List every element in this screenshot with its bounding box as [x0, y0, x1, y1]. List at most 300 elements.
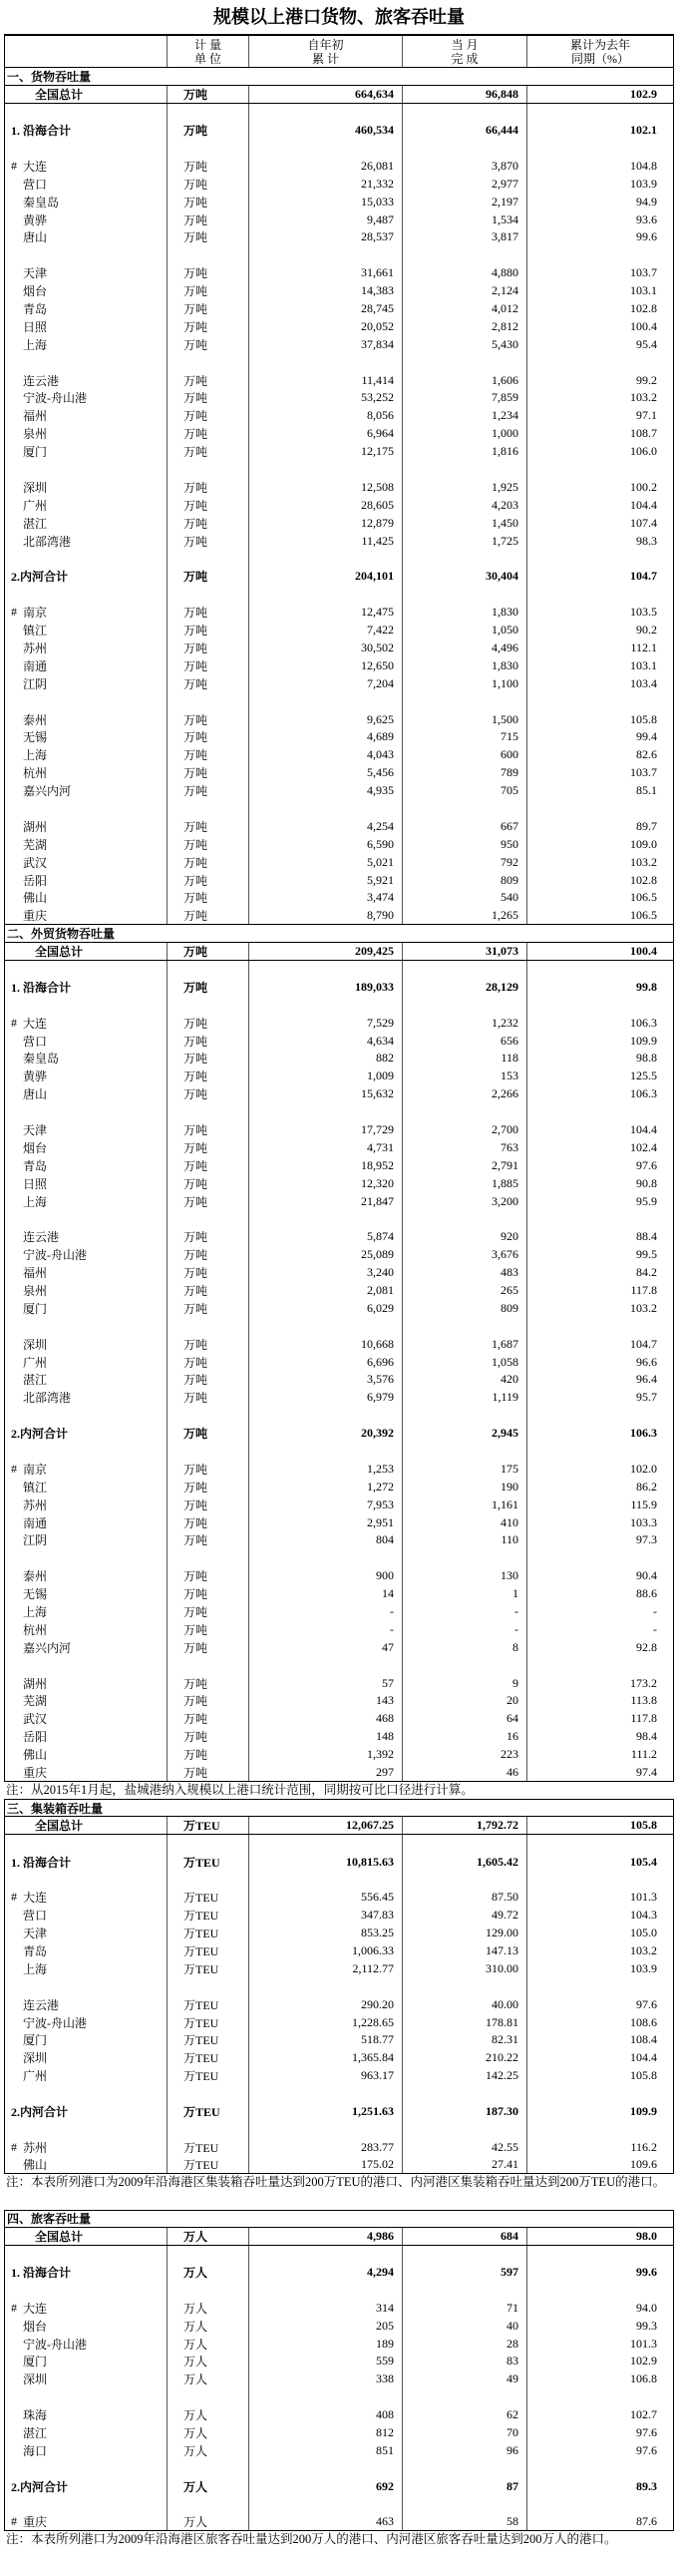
- port-row: [4, 2156, 674, 2174]
- current-month-value: 58: [403, 2513, 527, 2530]
- row-label: 连云港: [23, 373, 60, 388]
- row-label: 日照: [23, 319, 48, 334]
- row-label-cell: [5, 371, 168, 389]
- current-month-value: 83: [403, 2353, 527, 2370]
- header-unit-cell: [168, 36, 249, 67]
- unit-label: [168, 246, 249, 264]
- row-label: 2.内河合计: [11, 570, 69, 585]
- ytd-cumulative-value: 5,021: [249, 853, 403, 871]
- yoy-percent-value: 102.9: [630, 86, 657, 101]
- row-label: 厦门: [23, 2033, 48, 2048]
- yoy-percent-value: 103.1: [630, 283, 657, 298]
- row-label: 嘉兴内河: [23, 1640, 72, 1655]
- ytd-cumulative-value: 692: [249, 2477, 403, 2495]
- current-month-value: 950: [403, 835, 527, 853]
- current-month-value: [403, 461, 527, 479]
- current-month-value: 2,791: [403, 1156, 527, 1174]
- yoy-percent-value: 100.4: [630, 318, 657, 333]
- ytd-cumulative-value: 900: [249, 1567, 403, 1585]
- yoy-percent-value: 106.3: [630, 1426, 657, 1441]
- unit-label: 万吨: [168, 1032, 249, 1050]
- current-month-value: 40.00: [403, 1995, 527, 2013]
- ytd-cumulative-value: 338: [249, 2370, 403, 2388]
- row-label-cell: [5, 264, 168, 282]
- port-row: [4, 2335, 674, 2353]
- current-month-value: 3,200: [403, 1192, 527, 1210]
- yoy-percent-value: 99.3: [636, 2318, 657, 2333]
- unit-label: 万吨: [168, 532, 249, 550]
- row-label-cell: [5, 853, 168, 871]
- ytd-cumulative-value: 205: [249, 2317, 403, 2335]
- yoy-percent-value: 108.6: [630, 2014, 657, 2029]
- ytd-cumulative-value: 297: [249, 1764, 403, 1781]
- ytd-cumulative-value: 10,815.63: [249, 1853, 403, 1871]
- current-month-value: 1,058: [403, 1353, 527, 1371]
- port-row: [4, 2049, 674, 2067]
- yoy-percent-value: [527, 996, 673, 1014]
- ytd-cumulative-value: 28,745: [249, 300, 403, 318]
- current-month-value: 265: [403, 1282, 527, 1300]
- row-label-cell: [5, 961, 168, 979]
- current-month-value: 1,050: [403, 622, 527, 640]
- yoy-percent-value: 97.6: [636, 1996, 657, 2011]
- yoy-percent-value: 109.9: [630, 1033, 657, 1048]
- current-month-value: 3,817: [403, 228, 527, 246]
- row-label: 唐山: [23, 1087, 48, 1102]
- spacer-row: [4, 2459, 674, 2477]
- current-month-value: 70: [403, 2424, 527, 2442]
- row-label: 江阴: [23, 676, 48, 691]
- unit-label: 万吨: [168, 1460, 249, 1478]
- header-month-line1: 当 月: [451, 37, 479, 52]
- unit-label: 万吨: [168, 871, 249, 889]
- row-label: 全国总计: [35, 944, 84, 959]
- ytd-cumulative-value: [249, 461, 403, 479]
- subtotal-row: [4, 122, 674, 140]
- ytd-cumulative-value: 30,502: [249, 640, 403, 657]
- ytd-cumulative-value: 25,089: [249, 1246, 403, 1264]
- row-label-cell: [5, 800, 168, 818]
- row-label-cell: [5, 2513, 168, 2530]
- yoy-percent-value: 102.1: [630, 123, 657, 138]
- yoy-percent-value: [527, 1977, 673, 1995]
- current-month-value: 1,605.42: [403, 1853, 527, 1871]
- current-month-value: 1,161: [403, 1496, 527, 1513]
- current-month-value: 809: [403, 871, 527, 889]
- row-label-cell: [5, 140, 168, 158]
- port-row: [4, 871, 674, 889]
- port-row: [4, 264, 674, 282]
- port-row: [4, 1959, 674, 1977]
- yoy-percent-value: [527, 2120, 673, 2138]
- spacer-row: [4, 2388, 674, 2406]
- row-label-cell: [5, 1353, 168, 1371]
- port-row: [4, 2138, 674, 2156]
- yoy-percent-value: 103.7: [630, 765, 657, 780]
- row-label: 泉州: [23, 427, 48, 442]
- yoy-percent-value: 103.9: [630, 1960, 657, 1975]
- ytd-cumulative-value: 3,474: [249, 889, 403, 907]
- port-row: [4, 782, 674, 800]
- ytd-cumulative-value: 468: [249, 1710, 403, 1728]
- ytd-cumulative-value: 12,475: [249, 604, 403, 622]
- section-heading: 一、货物吞吐量: [7, 69, 92, 84]
- row-label-cell: [5, 1371, 168, 1389]
- row-label-cell: [5, 1692, 168, 1710]
- row-label-cell: [5, 2264, 168, 2282]
- header-unit-line1: 计 量: [193, 37, 221, 52]
- ytd-cumulative-value: 9,487: [249, 211, 403, 228]
- current-month-value: 2,700: [403, 1121, 527, 1139]
- spacer-row: [4, 2246, 674, 2264]
- spacer-row: [4, 246, 674, 264]
- section-heading-row: [4, 1799, 674, 1817]
- port-row: [4, 710, 674, 728]
- row-label-cell: [5, 2406, 168, 2424]
- row-label-cell: [5, 1620, 168, 1638]
- table-section: [4, 68, 674, 925]
- hash-mark: #: [11, 605, 17, 620]
- row-label-cell: [5, 1299, 168, 1317]
- port-row: [4, 2424, 674, 2442]
- current-month-value: 153: [403, 1068, 527, 1085]
- row-label-cell: [5, 1443, 168, 1461]
- port-row: [4, 728, 674, 746]
- yoy-percent-value: 106.3: [630, 1015, 657, 1030]
- row-label-cell: [5, 2335, 168, 2353]
- header-ytd-line2: 累 计: [311, 51, 339, 66]
- row-label-cell: [5, 2031, 168, 2049]
- row-label-cell: [5, 1656, 168, 1674]
- row-label-cell: [5, 1728, 168, 1746]
- ytd-cumulative-value: [249, 1407, 403, 1425]
- current-month-value: [403, 1210, 527, 1228]
- row-label-cell: [5, 478, 168, 496]
- current-month-value: 4,203: [403, 496, 527, 514]
- spacer-row: [4, 1977, 674, 1995]
- unit-label: 万吨: [168, 1246, 249, 1264]
- section-heading-row: [4, 925, 674, 943]
- current-month-value: 483: [403, 1264, 527, 1282]
- yoy-percent-value: [527, 461, 673, 479]
- row-label: 广州: [23, 2069, 48, 2084]
- section-heading: 二、外贸货物吞吐量: [7, 926, 116, 941]
- unit-label: [168, 1871, 249, 1889]
- current-month-value: 64: [403, 1710, 527, 1728]
- current-month-value: 2,945: [403, 1425, 527, 1443]
- unit-label: [168, 1103, 249, 1121]
- ytd-cumulative-value: [249, 104, 403, 122]
- row-label-cell: [5, 1746, 168, 1764]
- yoy-percent-value: 92.8: [636, 1639, 657, 1654]
- row-label: 江阴: [23, 1533, 48, 1548]
- port-row: [4, 1942, 674, 1960]
- row-label: 武汉: [23, 1712, 48, 1727]
- ytd-cumulative-value: 14,383: [249, 282, 403, 300]
- ytd-cumulative-value: 408: [249, 2406, 403, 2424]
- ytd-cumulative-value: 1,392: [249, 1746, 403, 1764]
- port-row: [4, 1264, 674, 1282]
- ytd-cumulative-value: 283.77: [249, 2138, 403, 2156]
- ytd-cumulative-value: 15,632: [249, 1085, 403, 1103]
- yoy-percent-value: 103.2: [630, 1300, 657, 1315]
- yoy-percent-value: 82.6: [636, 747, 657, 762]
- current-month-value: [403, 550, 527, 568]
- current-month-value: 1,500: [403, 710, 527, 728]
- row-label: 大连: [23, 1891, 48, 1906]
- unit-label: 万吨: [168, 1692, 249, 1710]
- header-yoy-line1: 累计为去年: [569, 37, 630, 52]
- unit-label: [168, 2459, 249, 2477]
- spacer-row: [4, 2085, 674, 2103]
- row-label: 上海: [23, 1605, 48, 1620]
- yoy-percent-value: 99.2: [636, 372, 657, 387]
- yoy-percent-value: [527, 1210, 673, 1228]
- row-label-cell: [5, 1889, 168, 1907]
- yoy-percent-value: 112.1: [630, 640, 657, 654]
- row-label-cell: [5, 1335, 168, 1353]
- row-label-cell: [5, 782, 168, 800]
- row-label-cell: [5, 1959, 168, 1977]
- ytd-cumulative-value: 12,067.25: [249, 1817, 403, 1834]
- unit-label: 万吨: [168, 86, 249, 103]
- spacer-row: [4, 1549, 674, 1567]
- total-row: [4, 2228, 674, 2246]
- row-label-cell: [5, 300, 168, 318]
- current-month-value: 27.41: [403, 2156, 527, 2173]
- yoy-percent-value: [527, 1317, 673, 1335]
- unit-label: 万吨: [168, 175, 249, 193]
- current-month-value: 1,000: [403, 425, 527, 443]
- row-label: 南京: [23, 606, 48, 621]
- current-month-value: 1: [403, 1585, 527, 1603]
- row-label-cell: [5, 335, 168, 353]
- row-label-cell: [5, 1460, 168, 1478]
- current-month-value: [403, 996, 527, 1014]
- row-label: 岳阳: [23, 873, 48, 888]
- total-row: [4, 943, 674, 961]
- yoy-percent-value: 103.9: [630, 176, 657, 191]
- yoy-percent-value: 95.4: [636, 336, 657, 351]
- row-label: 泰州: [23, 1569, 48, 1584]
- row-label: 南京: [23, 1462, 48, 1477]
- row-label-cell: [5, 1192, 168, 1210]
- current-month-value: 1,450: [403, 514, 527, 532]
- current-month-value: 789: [403, 764, 527, 782]
- row-label: 南通: [23, 1515, 48, 1530]
- row-label-cell: [5, 1513, 168, 1531]
- ytd-cumulative-value: 12,175: [249, 443, 403, 461]
- section-heading-row: [4, 68, 674, 86]
- row-label-cell: [5, 871, 168, 889]
- port-row: [4, 1995, 674, 2013]
- row-label: 佛山: [23, 1748, 48, 1763]
- ytd-cumulative-value: 664,634: [249, 86, 403, 103]
- yoy-percent-value: 102.9: [630, 2354, 657, 2368]
- ytd-cumulative-value: 2,951: [249, 1513, 403, 1531]
- row-label-cell: [5, 514, 168, 532]
- unit-label: 万吨: [168, 1068, 249, 1085]
- ytd-cumulative-value: [249, 692, 403, 710]
- port-row: [4, 282, 674, 300]
- row-label-cell: [5, 640, 168, 657]
- current-month-value: [403, 1835, 527, 1853]
- yoy-percent-value: 102.8: [630, 872, 657, 887]
- row-label: 泉州: [23, 1284, 48, 1298]
- table-note: 注：本表所列港口为2009年沿海港区集装箱吞吐量达到200万TEU的港口、内河港区集装箱吞吐量达到200万TEU的港口。: [6, 2175, 666, 2190]
- yoy-percent-value: 104.4: [630, 1121, 657, 1136]
- current-month-value: 656: [403, 1032, 527, 1050]
- row-label-cell: [5, 2299, 168, 2317]
- unit-label: 万吨: [168, 1513, 249, 1531]
- current-month-value: 175: [403, 1460, 527, 1478]
- row-label: 2.内河合计: [11, 2104, 69, 2119]
- row-label-cell: [5, 2353, 168, 2370]
- ytd-cumulative-value: 8,056: [249, 407, 403, 425]
- yoy-percent-value: 104.8: [630, 158, 657, 173]
- row-label-cell: [5, 1942, 168, 1960]
- current-month-value: 40: [403, 2317, 527, 2335]
- ytd-cumulative-value: 12,650: [249, 656, 403, 674]
- subtotal-row: [4, 2477, 674, 2495]
- ytd-cumulative-value: 1,006.33: [249, 1942, 403, 1960]
- section-heading: 三、集装箱吞吐量: [7, 1801, 104, 1816]
- unit-label: 万吨: [168, 817, 249, 835]
- ytd-cumulative-value: 853.25: [249, 1925, 403, 1942]
- ytd-cumulative-value: 4,986: [249, 2228, 403, 2245]
- row-label-cell: [5, 1496, 168, 1513]
- header-yoy-line2: 同期（%）: [571, 51, 629, 66]
- row-label: 镇江: [23, 624, 48, 639]
- row-label-cell: [5, 1068, 168, 1085]
- ytd-cumulative-value: [249, 1317, 403, 1335]
- row-label-cell: [5, 2228, 168, 2245]
- current-month-value: 49.72: [403, 1907, 527, 1925]
- yoy-percent-value: [527, 692, 673, 710]
- current-month-value: 540: [403, 889, 527, 907]
- unit-label: 万吨: [168, 1603, 249, 1621]
- port-row: [4, 478, 674, 496]
- current-month-value: [403, 1407, 527, 1425]
- unit-label: 万吨: [168, 1674, 249, 1692]
- ytd-cumulative-value: 4,731: [249, 1138, 403, 1156]
- ytd-cumulative-value: 4,294: [249, 2264, 403, 2282]
- unit-label: 万TEU: [168, 2103, 249, 2121]
- row-label: 宁波-舟山港: [23, 391, 87, 406]
- row-label-cell: [5, 461, 168, 479]
- row-label: 福州: [23, 409, 48, 424]
- ytd-cumulative-value: 4,634: [249, 1032, 403, 1050]
- row-label: 2.内河合计: [11, 2479, 69, 2494]
- current-month-value: 49: [403, 2370, 527, 2388]
- yoy-percent-value: 98.4: [636, 1729, 657, 1744]
- unit-label: 万吨: [168, 1567, 249, 1585]
- yoy-percent-value: 90.8: [636, 1175, 657, 1190]
- current-month-value: 1,606: [403, 371, 527, 389]
- ytd-cumulative-value: [249, 2281, 403, 2299]
- port-row: [4, 1138, 674, 1156]
- row-label: 大连: [23, 2301, 48, 2316]
- ytd-cumulative-value: 18,952: [249, 1156, 403, 1174]
- port-row: [4, 835, 674, 853]
- current-month-value: 178.81: [403, 2013, 527, 2031]
- row-label: 深圳: [23, 480, 48, 495]
- yoy-percent-value: 99.4: [636, 729, 657, 744]
- ytd-cumulative-value: 882: [249, 1050, 403, 1068]
- yoy-percent-value: 103.7: [630, 265, 657, 280]
- port-row: [4, 1496, 674, 1513]
- row-label-cell: [5, 104, 168, 122]
- unit-label: [168, 104, 249, 122]
- unit-label: [168, 1443, 249, 1461]
- subtotal-row: [4, 2264, 674, 2282]
- ytd-cumulative-value: [249, 800, 403, 818]
- unit-label: [168, 586, 249, 604]
- ytd-cumulative-value: 9,625: [249, 710, 403, 728]
- row-label: 无锡: [23, 1587, 48, 1602]
- current-month-value: 809: [403, 1299, 527, 1317]
- yoy-percent-value: -: [653, 1621, 657, 1636]
- current-month-value: 96,848: [403, 86, 527, 103]
- unit-label: [168, 1656, 249, 1674]
- current-month-value: 705: [403, 782, 527, 800]
- current-month-value: 1,830: [403, 656, 527, 674]
- ytd-cumulative-value: 12,320: [249, 1174, 403, 1192]
- row-label-cell: [5, 604, 168, 622]
- yoy-percent-value: [527, 246, 673, 264]
- unit-label: 万吨: [168, 604, 249, 622]
- unit-label: 万吨: [168, 978, 249, 996]
- current-month-value: 187.30: [403, 2103, 527, 2121]
- current-month-value: 1,534: [403, 211, 527, 228]
- current-month-value: 410: [403, 1513, 527, 1531]
- subtotal-row: [4, 978, 674, 996]
- unit-label: 万TEU: [168, 2138, 249, 2156]
- unit-label: 万吨: [168, 1192, 249, 1210]
- row-label: 宁波-舟山港: [23, 2015, 87, 2030]
- ytd-cumulative-value: 189,033: [249, 978, 403, 996]
- unit-label: 万人: [168, 2477, 249, 2495]
- port-row: [4, 1513, 674, 1531]
- row-label-cell: [5, 211, 168, 228]
- row-label-cell: [5, 907, 168, 924]
- spacer-row: [4, 140, 674, 158]
- ytd-cumulative-value: 3,576: [249, 1371, 403, 1389]
- port-row: [4, 889, 674, 907]
- current-month-value: [403, 2246, 527, 2264]
- current-month-value: 42.55: [403, 2138, 527, 2156]
- row-label-cell: [5, 1710, 168, 1728]
- row-label-cell: [5, 2424, 168, 2442]
- yoy-percent-value: 99.6: [636, 2265, 657, 2279]
- port-row: [4, 335, 674, 353]
- yoy-percent-value: 100.2: [630, 479, 657, 494]
- row-label: 湛江: [23, 2426, 48, 2441]
- current-month-value: 62: [403, 2406, 527, 2424]
- ytd-cumulative-value: 37,834: [249, 335, 403, 353]
- ytd-cumulative-value: 1,228.65: [249, 2013, 403, 2031]
- yoy-percent-value: 109.9: [630, 2103, 657, 2118]
- spacer-row: [4, 2495, 674, 2513]
- port-row: [4, 1531, 674, 1549]
- row-label-cell: [5, 389, 168, 407]
- unit-label: 万吨: [168, 746, 249, 764]
- row-label-cell: [5, 1531, 168, 1549]
- ytd-cumulative-value: 4,935: [249, 782, 403, 800]
- row-label-cell: [5, 2441, 168, 2459]
- yoy-percent-value: 95.7: [636, 1390, 657, 1405]
- ytd-cumulative-value: [249, 2388, 403, 2406]
